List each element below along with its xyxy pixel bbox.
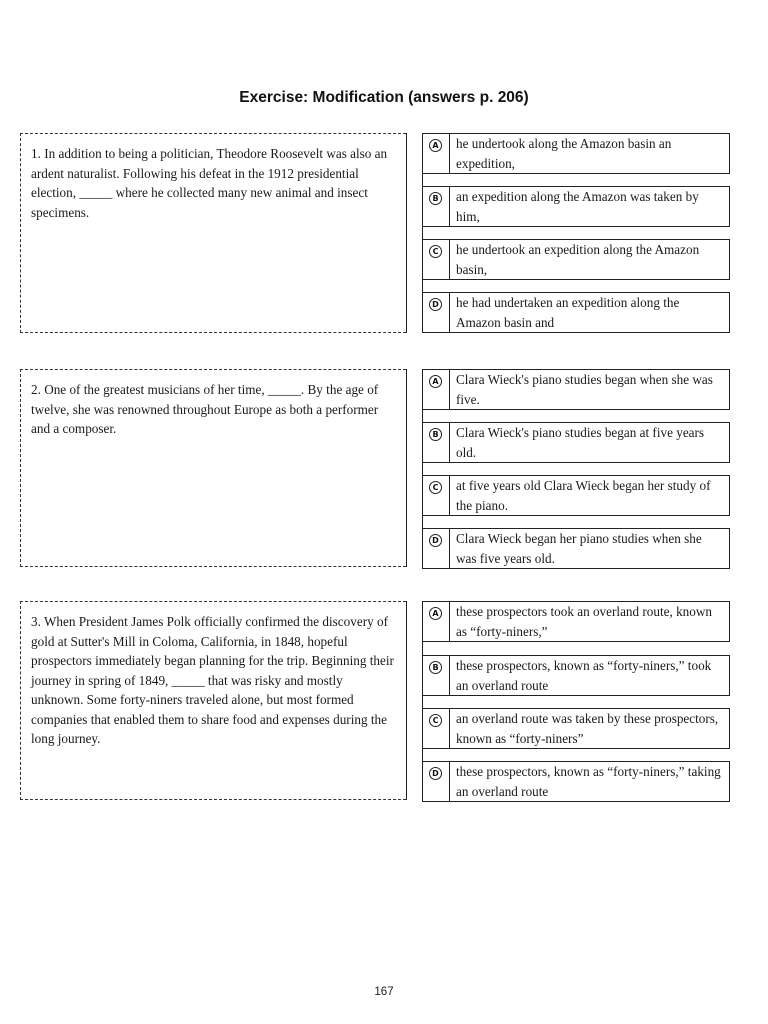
choice-a-icon[interactable]: A (429, 375, 442, 388)
question-1-option-a[interactable] (422, 133, 730, 174)
question-2-option-d[interactable] (422, 528, 730, 569)
option-text: he undertook an expedition along the Amazon basin, (456, 242, 700, 277)
page-number: 167 (374, 986, 394, 998)
option-text: he undertook along the Amazon basin an expedition, (456, 136, 672, 171)
question-1-option-b[interactable] (422, 186, 730, 227)
question-1-option-c[interactable] (422, 239, 730, 280)
option-text: Clara Wieck's piano studies began at five years old. (456, 425, 705, 460)
question-2-box (20, 369, 406, 567)
choice-a-icon[interactable]: A (429, 139, 442, 152)
option-text: an overland route was taken by these prospectors, known as “forty-niners” (456, 711, 719, 746)
question-3-text: 3. When President James Polk officially confirmed the discovery of gold at Sutter's Mill in Coloma, California, in 1848, hopeful prospectors immediately began planning for the trip. Beginning their journey in spring of 1849, _____ that was risky and mostly unknown. Some forty-niners traveled alone, but most formed companies that enabled them to share food and expenses during the long journey. (31, 614, 394, 746)
column-divider (406, 133, 407, 333)
question-3-box (20, 601, 406, 800)
choice-d-icon[interactable]: D (429, 767, 442, 780)
question-2-option-a[interactable] (422, 369, 730, 410)
option-text: an expedition along the Amazon was taken by him, (456, 189, 699, 224)
choice-d-icon[interactable]: D (429, 534, 442, 547)
question-2-option-b[interactable] (422, 422, 730, 463)
choice-d-icon[interactable]: D (429, 298, 442, 311)
choice-b-icon[interactable]: B (429, 192, 442, 205)
question-3-option-c[interactable] (422, 708, 730, 749)
choice-c-icon[interactable]: C (429, 481, 442, 494)
option-text: Clara Wieck began her piano studies when she was five years old. (456, 531, 702, 566)
question-2-option-c[interactable] (422, 475, 730, 516)
choice-c-icon[interactable]: C (429, 714, 442, 727)
question-3-option-a[interactable] (422, 601, 730, 642)
question-2-text: 2. One of the greatest musicians of her time, _____. By the age of twelve, she was renowned throughout Europe as both a performer and a composer. (31, 382, 379, 436)
question-1-text: 1. In addition to being a politician, Theodore Roosevelt was also an ardent naturalist. Following his defeat in the 1912 presidential election, _____ where he collected many new animal and insect specimens. (31, 146, 388, 220)
column-divider (406, 369, 407, 567)
choice-a-icon[interactable]: A (429, 607, 442, 620)
column-divider (406, 601, 407, 800)
choice-b-icon[interactable]: B (429, 428, 442, 441)
question-3-option-d[interactable] (422, 761, 730, 802)
choice-b-icon[interactable]: B (429, 661, 442, 674)
option-text: at five years old Clara Wieck began her study of the piano. (456, 478, 711, 513)
option-text: he had undertaken an expedition along the Amazon basin and (456, 295, 680, 330)
choice-c-icon[interactable]: C (429, 245, 442, 258)
option-text: these prospectors, known as “forty-niners,” took an overland route (456, 658, 712, 693)
page-title: Exercise: Modification (answers p. 206) (239, 89, 529, 106)
question-1-option-d[interactable] (422, 292, 730, 333)
option-text: these prospectors, known as “forty-niners,” taking an overland route (456, 764, 721, 799)
option-text: these prospectors took an overland route, known as “forty-niners,” (456, 604, 712, 639)
question-3-option-b[interactable] (422, 655, 730, 696)
option-text: Clara Wieck's piano studies began when she was five. (456, 372, 713, 407)
question-1-box (20, 133, 406, 333)
